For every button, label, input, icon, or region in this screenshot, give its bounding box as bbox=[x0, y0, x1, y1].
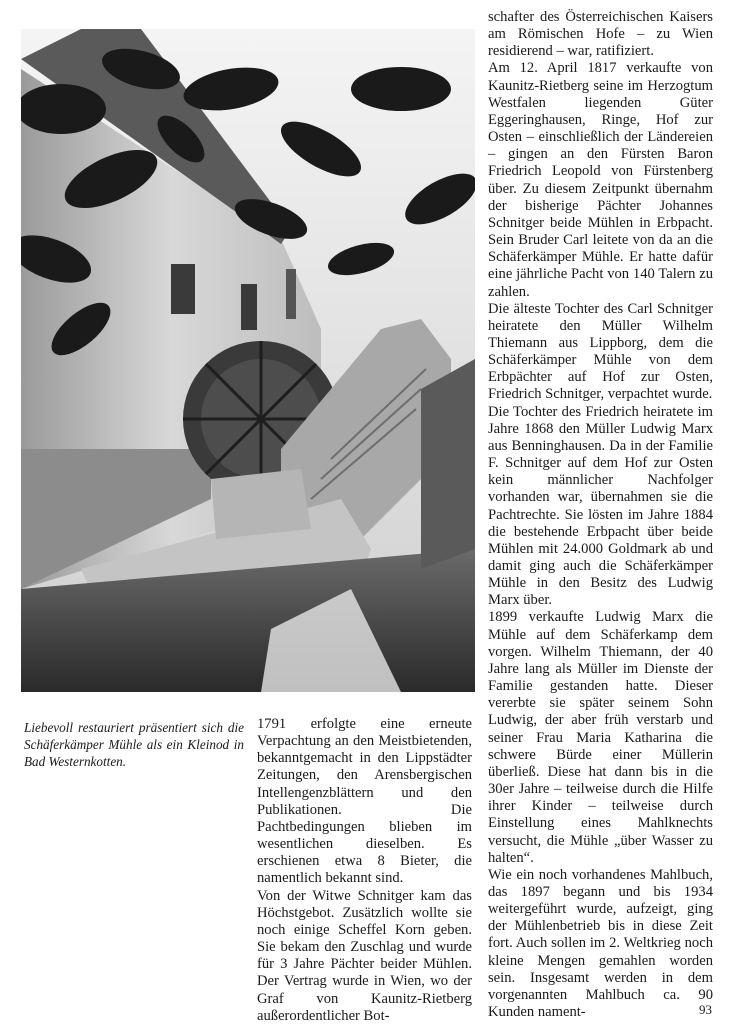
paragraph: Von der Witwe Schnitger kam das Höchstgebot. Zusätzlich wollte sie noch einige Scheffel Korn geben. Sie bekam den Zuschlag und wurde für 3 Jahre Pächter beider Mühlen. Der Vertrag wurde in Wien, wo der Graf von Kaunitz-Rietberg außerordentlicher Bot- bbox=[257, 887, 472, 1024]
watermill-photo-icon bbox=[21, 29, 475, 692]
paragraph: Die Tochter des Friedrich heiratete im Jahre 1868 den Müller Ludwig Marx aus Benninghausen. Da in der Familie F. Schnitger auf dem Hof zur Osten kein männlicher Nachfolger vorhanden war, übernahmen sie die Pachtrechte. Sie lösten im Jahre 1884 die bestehende Erbpacht über beide Mühlen mit 24.000 Goldmark ab und damit ging auch die Schäferkämper Mühle in den Besitz des Ludwig Marx über. bbox=[488, 403, 713, 609]
paragraph: 1899 verkaufte Ludwig Marx die Mühle auf dem Schäferkamp dem vorgen. Wilhelm Thiemann, der 40 Jahre lang als Müller im Dienste der Familie gestanden hatte. Dieser vererbte sie später seinem Sohn Ludwig, der aber früh verstarb und seiner Frau Maria Katharina die schwere Bürde einer Müllerin überließ. Diese hat dann bis in die 30er Jahre – teilweise durch die Hilfe ihrer Kinder – teilweise durch Einstellung eines Mahlknechts versucht, die Mühle „über Wasser zu halten“. bbox=[488, 609, 713, 866]
paragraph: Die älteste Tochter des Carl Schnitger heiratete den Müller Wilhelm Thiemann aus Lippborg, dem die Schäferkämper Mühle von dem Erbpächter auf Hof zur Osten, Friedrich Schnitger, verpachtet wurde. bbox=[488, 300, 713, 403]
paragraph: schafter des Österreichischen Kaisers am Römischen Hofe – zu Wien residierend – war, ratifiziert. bbox=[488, 9, 713, 60]
text-column-right bbox=[488, 9, 713, 1021]
paragraph: Wie ein noch vorhandenes Mahlbuch, das 1897 begann und bis 1934 weitergeführt wurde, aufzeigt, ging der Mühlenbetrieb bis in diese Zeit fort. Auch sollen im 2. Weltkrieg noch kleine Mengen gemahlen worden sein. Insgesamt werden in dem vorgenannten Mahlbuch ca. 90 Kunden nament- bbox=[488, 866, 713, 1021]
paragraph: Am 12. April 1817 verkaufte von Kaunitz-Rietberg seine im Herzogtum Westfalen liegenden Güter Eggeringhausen, Ringe, Hof zur Osten – einschließlich der Ländereien – gingen an den Fürsten Baron Friedrich Leopold von Fürstenberg über. Zu diesem Zeitpunkt übernahm der bisherige Pächter Johannes Schnitger beide Mühlen in Erbpacht. Sein Bruder Carl leitete von da an die Schäferkämper Mühle. Er hatte dafür eine jährliche Pacht von 140 Talern zu zahlen. bbox=[488, 60, 713, 300]
photo-caption: Liebevoll restauriert präsentiert sich die Schäferkämper Mühle als ein Kleinod in Bad Westernkotten. bbox=[24, 720, 244, 770]
paragraph: 1791 erfolgte eine erneute Verpachtung an den Meistbietenden, bekanntgemacht in den Lippstädter Zeitungen, den Arensbergischen Intellengenzblättern und den Publikationen. Die Pachtbedingungen blieben im wesentlichen dieselben. Es erschienen etwa 8 Bieter, die namentlich bekannt sind. bbox=[257, 716, 472, 887]
watermill-photo bbox=[21, 29, 475, 692]
text-column-middle bbox=[257, 716, 472, 1025]
page-number: 93 bbox=[699, 1002, 712, 1017]
